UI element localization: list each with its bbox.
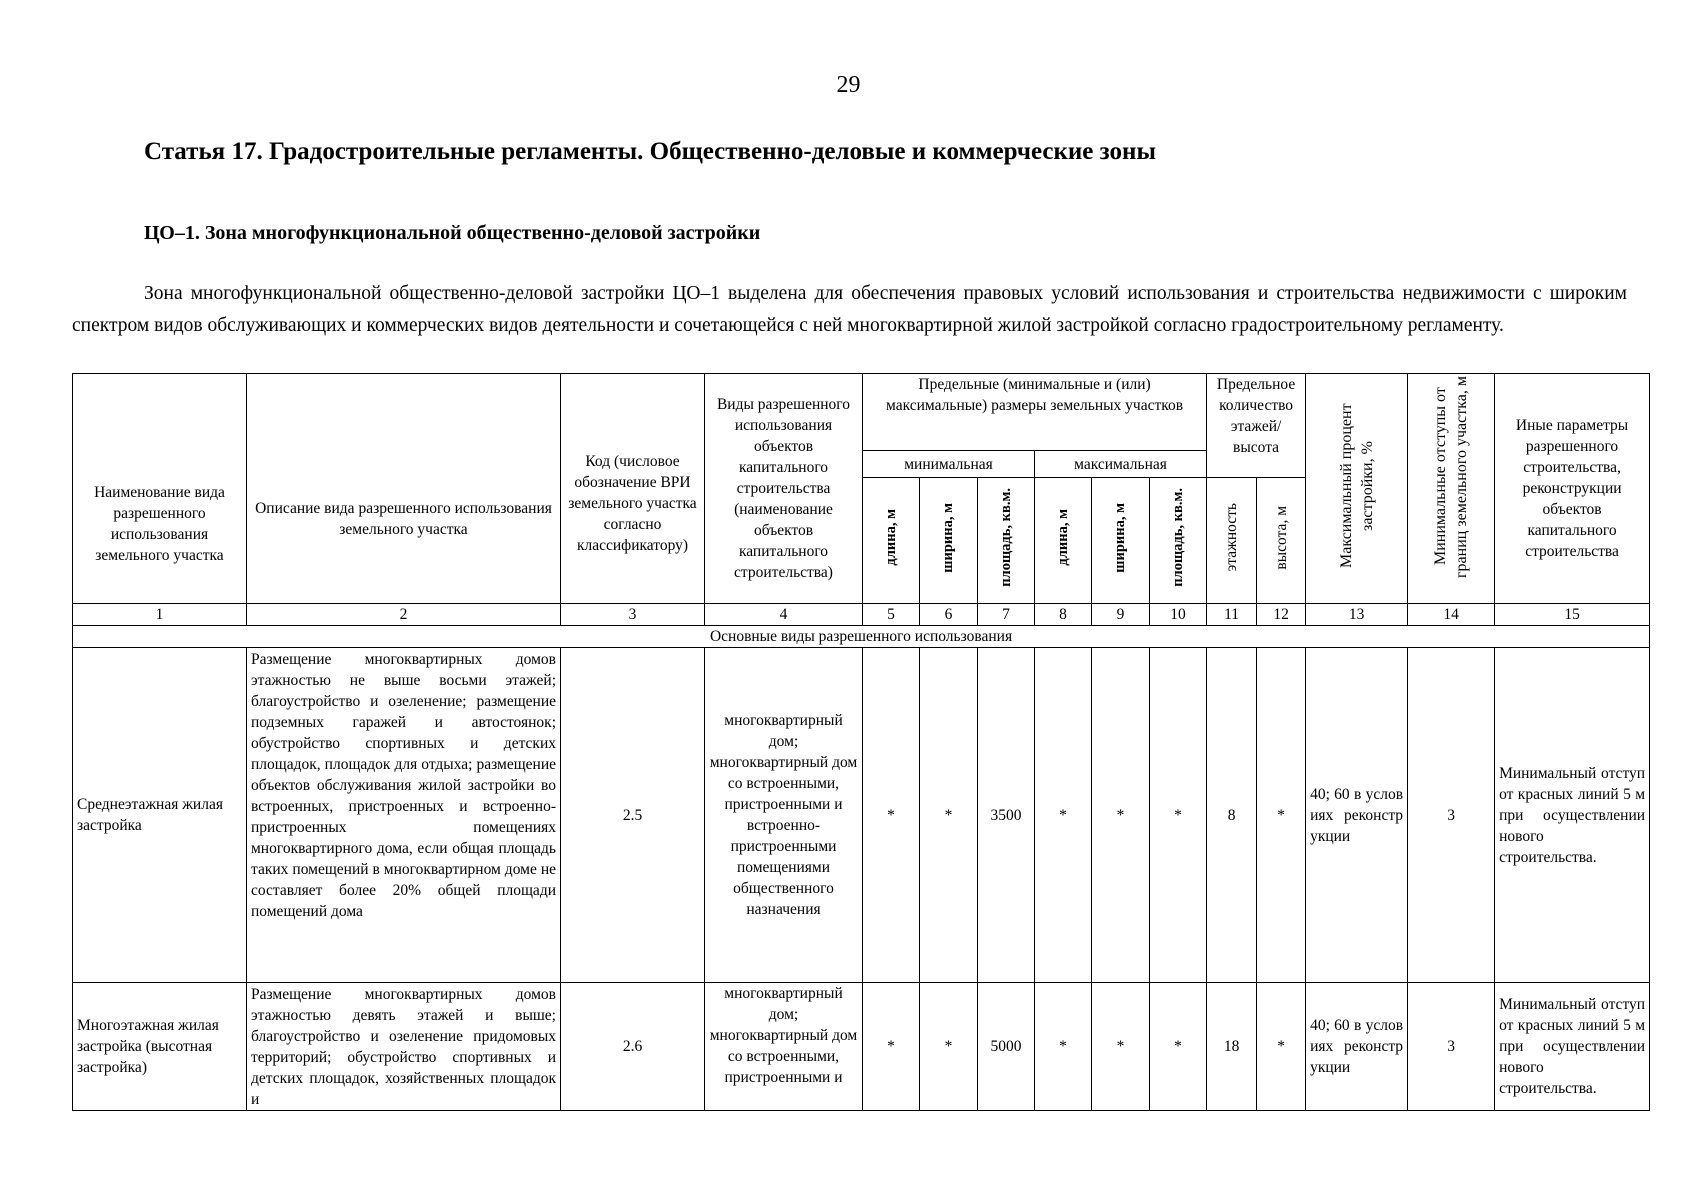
column-number: 1 [73, 604, 247, 626]
header-min-length: длина, м [863, 478, 920, 604]
column-number: 10 [1150, 604, 1207, 626]
row-floors: 8 [1207, 648, 1257, 983]
header-description: Описание вида разрешенного использования земельного участка [247, 374, 561, 604]
section-row [73, 626, 1650, 648]
header-max: максимальная [1035, 451, 1207, 478]
row-max-area: * [1150, 983, 1207, 1111]
column-number: 13 [1306, 604, 1408, 626]
row-description: Размещение многоквартирных домов этажностью девять этажей и выше; благоустройство и озеленение придомовых территорий; обустройство спортивных и детских площадок, хозяйственных площадок и [247, 983, 561, 1111]
row-other: Минимальный отступ от красных линий 5 м при осуществлении нового строительства. [1495, 983, 1650, 1111]
row-min-width: * [920, 983, 978, 1111]
row-max-length: * [1035, 648, 1092, 983]
column-number: 2 [247, 604, 561, 626]
row-min-area: 5000 [978, 983, 1035, 1111]
header-min: минимальная [863, 451, 1035, 478]
column-number: 7 [978, 604, 1035, 626]
column-number: 3 [561, 604, 705, 626]
row-min-length: * [863, 648, 920, 983]
row-max-width: * [1092, 983, 1150, 1111]
header-max-length: длина, м [1035, 478, 1092, 604]
section-title: Основные виды разрешенного использования [73, 626, 1650, 648]
header-limits: Предельные (минимальные и (или) максимальные) размеры земельных участков [863, 374, 1207, 451]
header-height: высота, м [1257, 478, 1306, 604]
column-number: 9 [1092, 604, 1150, 626]
zone-title: ЦО–1. Зона многофункциональной общественно-деловой застройки [144, 222, 761, 244]
row-min-width: * [920, 648, 978, 983]
header-floors-group: Предельное количество этажей/ высота [1207, 374, 1306, 478]
row-name: Среднеэтажная жилая застройка [73, 648, 247, 983]
row-coverage: 40; 60 в условиях реконструкции [1306, 648, 1408, 983]
header-row-1 [73, 374, 1650, 451]
row-description: Размещение многоквартирных домов этажностью не выше восьми этажей; благоустройство и озеленение; размещение подземных гаражей и автостоянок; обустройство спортивных и детских площадок, площадок для отдыха; размещение объектов обслуживания жилой застройки во встроенных, пристроенных и встроенно-пристроенных помещениях многоквартирного дома, если общая площадь таких помещений в многоквартирном доме не составляет более 20% общей площади помещений дома [247, 648, 561, 983]
row-floors: 18 [1207, 983, 1257, 1111]
row-max-area: * [1150, 648, 1207, 983]
column-number: 4 [705, 604, 863, 626]
column-number: 11 [1207, 604, 1257, 626]
row-name: Многоэтажная жилая застройка (высотная застройка) [73, 983, 247, 1111]
row-max-width: * [1092, 648, 1150, 983]
header-code: Код (числовое обозначение ВРИ земельного участка согласно классификатору) [561, 374, 705, 604]
header-floors: этажность [1207, 478, 1257, 604]
row-code: 2.6 [561, 983, 705, 1111]
row-setback: 3 [1408, 648, 1495, 983]
row-height: * [1257, 648, 1306, 983]
row-code: 2.5 [561, 648, 705, 983]
row-coverage: 40; 60 в условиях реконструкции [1306, 983, 1408, 1111]
row-objects: многоквартирный дом; многоквартирный дом со встроенными, пристроенными и [705, 983, 863, 1111]
table-row [73, 983, 1650, 1111]
header-name: Наименование вида разрешенного использования земельного участка [73, 374, 247, 604]
header-max-area: площадь, кв.м. [1150, 478, 1207, 604]
row-other: Минимальный отступ от красных линий 5 м при осуществлении нового строительства. [1495, 648, 1650, 983]
header-setback: Минимальные отступы от границ земельного участка, м [1408, 374, 1495, 604]
row-setback: 3 [1408, 983, 1495, 1111]
column-number: 6 [920, 604, 978, 626]
column-number: 8 [1035, 604, 1092, 626]
row-max-length: * [1035, 983, 1092, 1111]
table-row [73, 648, 1650, 983]
header-coverage: Максимальный процент застройки, % [1306, 374, 1408, 604]
article-title: Статья 17. Градостроительные регламенты. Общественно-деловые и коммерческие зоны [144, 138, 1156, 165]
row-height: * [1257, 983, 1306, 1111]
column-number: 14 [1408, 604, 1495, 626]
intro-paragraph: Зона многофункциональной общественно-деловой застройки ЦО–1 выделена для обеспечения правовых условий использования и строительства недвижимости с широким спектром видов обслуживающих и коммерческих видов деятельности и сочетающейся с ней многоквартирной жилой застройкой согласно градостроительному регламенту. [72, 283, 1627, 336]
regulation-table [72, 373, 1650, 1111]
header-max-width: ширина, м [1092, 478, 1150, 604]
header-min-width: ширина, м [920, 478, 978, 604]
header-other: Иные параметры разрешенного строительства, реконструкции объектов капитального строительства [1495, 374, 1650, 604]
page-number: 29 [836, 72, 861, 98]
row-min-length: * [863, 983, 920, 1111]
row-min-area: 3500 [978, 648, 1035, 983]
column-number: 5 [863, 604, 920, 626]
row-objects: многоквартирный дом; многоквартирный дом со встроенными, пристроенными и встроенно-пристроенными помещениями общественного назначения [705, 648, 863, 983]
column-number: 12 [1257, 604, 1306, 626]
column-number: 15 [1495, 604, 1650, 626]
column-numbers-row [73, 604, 1650, 626]
header-min-area: площадь, кв.м. [978, 478, 1035, 604]
header-objects: Виды разрешенного использования объектов капитального строительства (наименование объектов капитального строительства) [705, 374, 863, 604]
